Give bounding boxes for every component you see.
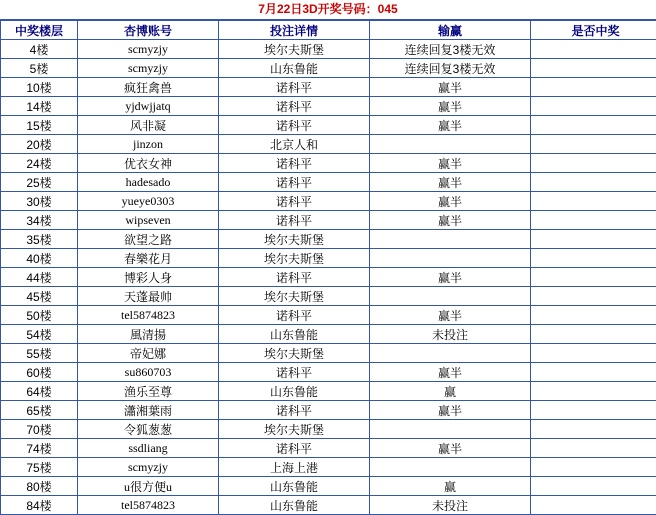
cell-result [370, 135, 531, 154]
cell-account: wipseven [78, 211, 219, 230]
cell-result: 赢半 [370, 211, 531, 230]
cell-account: scmyzjy [78, 59, 219, 78]
table-row [1, 211, 656, 230]
cell-account: 春樂花月 [78, 249, 219, 268]
cell-account: 帝妃娜 [78, 344, 219, 363]
table-row [1, 116, 656, 135]
cell-result: 赢半 [370, 97, 531, 116]
table-row [1, 59, 656, 78]
cell-hit [531, 420, 656, 439]
cell-result [370, 344, 531, 363]
cell-result: 赢半 [370, 268, 531, 287]
cell-account: scmyzjy [78, 458, 219, 477]
cell-floor: 25楼 [1, 173, 78, 192]
table-row [1, 287, 656, 306]
cell-hit [531, 230, 656, 249]
cell-result: 赢半 [370, 439, 531, 458]
cell-floor: 14楼 [1, 97, 78, 116]
cell-bet: 山东鲁能 [219, 325, 370, 344]
cell-hit [531, 97, 656, 116]
page-title: 7月22日3D开奖号码：045 [0, 0, 656, 20]
cell-floor: 5楼 [1, 59, 78, 78]
table-row [1, 40, 656, 59]
cell-hit [531, 287, 656, 306]
cell-result: 连续回复3楼无效 [370, 59, 531, 78]
table-row [1, 325, 656, 344]
cell-floor: 30楼 [1, 192, 78, 211]
table-row [1, 458, 656, 477]
cell-account: 渔乐至尊 [78, 382, 219, 401]
cell-account: yueye0303 [78, 192, 219, 211]
cell-bet: 诺科平 [219, 306, 370, 325]
cell-account: 疯狂禽兽 [78, 78, 219, 97]
cell-floor: 45楼 [1, 287, 78, 306]
table-row [1, 382, 656, 401]
cell-bet: 埃尔夫斯堡 [219, 420, 370, 439]
cell-result [370, 420, 531, 439]
table-header-row [1, 21, 656, 40]
cell-bet: 诺科平 [219, 116, 370, 135]
cell-bet: 诺科平 [219, 192, 370, 211]
cell-bet: 诺科平 [219, 97, 370, 116]
cell-account: ssdliang [78, 439, 219, 458]
cell-hit [531, 59, 656, 78]
cell-hit [531, 306, 656, 325]
cell-account: 优衣女神 [78, 154, 219, 173]
cell-floor: 55楼 [1, 344, 78, 363]
table-row [1, 154, 656, 173]
cell-hit [531, 382, 656, 401]
cell-result: 未投注 [370, 496, 531, 515]
column-header-account: 杏博账号 [78, 21, 219, 40]
cell-floor: 80楼 [1, 477, 78, 496]
table-row [1, 401, 656, 420]
table-row [1, 97, 656, 116]
cell-floor: 24楼 [1, 154, 78, 173]
column-header-hit: 是否中奖 [531, 21, 656, 40]
table-row [1, 363, 656, 382]
cell-bet: 山东鲁能 [219, 477, 370, 496]
cell-bet: 诺科平 [219, 268, 370, 287]
cell-hit [531, 40, 656, 59]
cell-hit [531, 477, 656, 496]
cell-hit [531, 325, 656, 344]
cell-floor: 75楼 [1, 458, 78, 477]
results-table [0, 20, 656, 515]
cell-hit [531, 173, 656, 192]
cell-floor: 50楼 [1, 306, 78, 325]
cell-floor: 84楼 [1, 496, 78, 515]
cell-account: tel5874823 [78, 306, 219, 325]
table-row [1, 439, 656, 458]
cell-hit [531, 211, 656, 230]
cell-floor: 60楼 [1, 363, 78, 382]
cell-bet: 诺科平 [219, 78, 370, 97]
cell-account: yjdwjjatq [78, 97, 219, 116]
cell-account: u很方便u [78, 477, 219, 496]
cell-floor: 10楼 [1, 78, 78, 97]
cell-result: 连续回复3楼无效 [370, 40, 531, 59]
cell-account: 令狐葱葱 [78, 420, 219, 439]
cell-bet: 诺科平 [219, 173, 370, 192]
cell-result: 赢半 [370, 401, 531, 420]
table-row [1, 192, 656, 211]
cell-floor: 74楼 [1, 439, 78, 458]
cell-hit [531, 439, 656, 458]
cell-floor: 64楼 [1, 382, 78, 401]
cell-bet: 北京人和 [219, 135, 370, 154]
cell-result [370, 287, 531, 306]
table-row [1, 477, 656, 496]
cell-result [370, 458, 531, 477]
table-row [1, 230, 656, 249]
table-row [1, 78, 656, 97]
cell-bet: 诺科平 [219, 401, 370, 420]
cell-account: 风非凝 [78, 116, 219, 135]
cell-result: 赢半 [370, 306, 531, 325]
column-header-bet: 投注详情 [219, 21, 370, 40]
cell-hit [531, 135, 656, 154]
cell-result: 赢半 [370, 192, 531, 211]
cell-bet: 埃尔夫斯堡 [219, 249, 370, 268]
cell-bet: 诺科平 [219, 211, 370, 230]
cell-result: 赢半 [370, 173, 531, 192]
cell-bet: 埃尔夫斯堡 [219, 230, 370, 249]
cell-bet: 埃尔夫斯堡 [219, 287, 370, 306]
column-header-floor: 中奖楼层 [1, 21, 78, 40]
cell-account: 博彩人身 [78, 268, 219, 287]
table-row [1, 496, 656, 515]
cell-result: 赢半 [370, 116, 531, 135]
cell-account: jinzon [78, 135, 219, 154]
cell-hit [531, 363, 656, 382]
cell-result [370, 230, 531, 249]
cell-account: tel5874823 [78, 496, 219, 515]
cell-floor: 54楼 [1, 325, 78, 344]
cell-account: scmyzjy [78, 40, 219, 59]
cell-floor: 44楼 [1, 268, 78, 287]
cell-bet: 诺科平 [219, 154, 370, 173]
cell-bet: 山东鲁能 [219, 382, 370, 401]
cell-floor: 40楼 [1, 249, 78, 268]
cell-account: su860703 [78, 363, 219, 382]
table-row [1, 135, 656, 154]
cell-hit [531, 268, 656, 287]
cell-bet: 山东鲁能 [219, 59, 370, 78]
table-row [1, 249, 656, 268]
cell-floor: 70楼 [1, 420, 78, 439]
cell-account: 風清揚 [78, 325, 219, 344]
cell-bet: 埃尔夫斯堡 [219, 40, 370, 59]
cell-account: hadesado [78, 173, 219, 192]
cell-result: 赢半 [370, 78, 531, 97]
cell-hit [531, 401, 656, 420]
table-row [1, 268, 656, 287]
table-row [1, 420, 656, 439]
cell-floor: 15楼 [1, 116, 78, 135]
cell-result: 赢半 [370, 154, 531, 173]
cell-result [370, 249, 531, 268]
cell-result: 赢半 [370, 363, 531, 382]
cell-hit [531, 496, 656, 515]
cell-result: 赢 [370, 382, 531, 401]
cell-floor: 20楼 [1, 135, 78, 154]
cell-hit [531, 154, 656, 173]
cell-bet: 上海上港 [219, 458, 370, 477]
cell-hit [531, 249, 656, 268]
cell-result: 未投注 [370, 325, 531, 344]
cell-bet: 诺科平 [219, 439, 370, 458]
cell-hit [531, 116, 656, 135]
cell-hit [531, 192, 656, 211]
cell-account: 瀟湘葉雨 [78, 401, 219, 420]
cell-hit [531, 78, 656, 97]
cell-account: 欲望之路 [78, 230, 219, 249]
table-row [1, 173, 656, 192]
cell-bet: 诺科平 [219, 363, 370, 382]
cell-floor: 4楼 [1, 40, 78, 59]
cell-hit [531, 458, 656, 477]
column-header-result: 输赢 [370, 21, 531, 40]
table-body [1, 40, 656, 515]
cell-result: 赢 [370, 477, 531, 496]
table-row [1, 344, 656, 363]
cell-account: 天蓬最帅 [78, 287, 219, 306]
cell-floor: 65楼 [1, 401, 78, 420]
cell-floor: 34楼 [1, 211, 78, 230]
cell-floor: 35楼 [1, 230, 78, 249]
cell-bet: 山东鲁能 [219, 496, 370, 515]
table-row [1, 306, 656, 325]
cell-hit [531, 344, 656, 363]
cell-bet: 埃尔夫斯堡 [219, 344, 370, 363]
